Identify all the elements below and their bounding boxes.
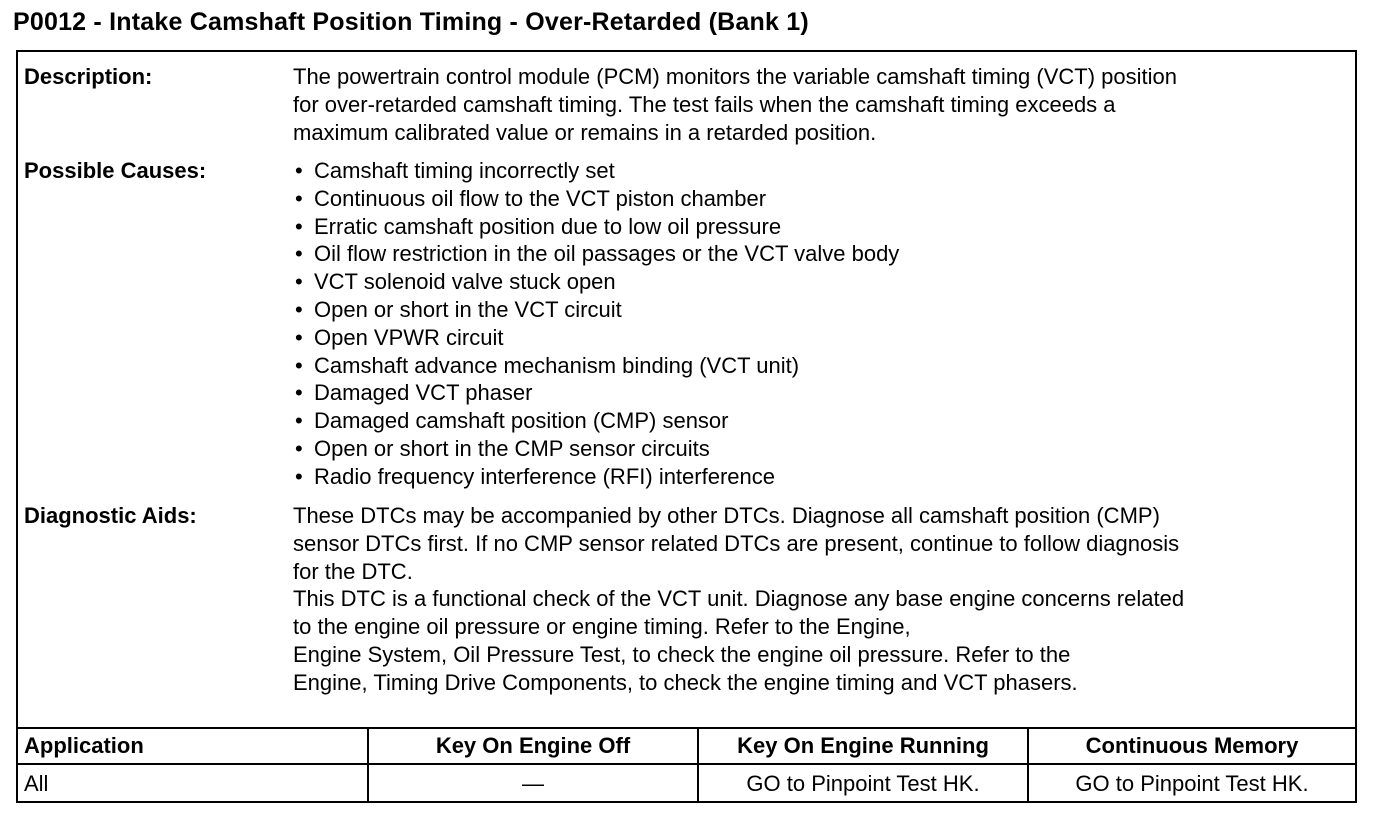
diagnostic-aids-line: to the engine oil pressure or engine timing. Refer to the Engine, <box>293 614 911 640</box>
header-application: Application <box>18 728 368 764</box>
cell-application: All <box>18 764 368 802</box>
description-label: Description: <box>24 64 153 89</box>
cause-list-item: • Continuous oil flow to the VCT piston chamber <box>293 185 899 213</box>
diagnostic-aids-text <box>293 502 1184 697</box>
cause-list-item: • Camshaft advance mechanism binding (VCT unit) <box>293 352 899 380</box>
cause-list-item: • Camshaft timing incorrectly set <box>293 157 899 185</box>
cause-list-item: • Radio frequency interference (RFI) interference <box>293 463 899 491</box>
description-text <box>293 63 1177 146</box>
diagnostic-aids-line: sensor DTCs first. If no CMP sensor related DTCs are present, continue to follow diagnosis <box>293 530 1180 556</box>
cause-list-item: • VCT solenoid valve stuck open <box>293 268 899 296</box>
possible-causes-label: Possible Causes: <box>24 158 207 183</box>
description-line: maximum calibrated value or remains in a retarded position. <box>293 119 877 145</box>
diagnostic-aids-line: for the DTC. <box>293 558 413 584</box>
page-title: P0012 - Intake Camshaft Position Timing - Over-Retarded (Bank 1) <box>13 8 809 36</box>
cell-koeo: — <box>368 764 698 802</box>
cause-list-item: • Damaged VCT phaser <box>293 379 899 407</box>
header-koer: Key On Engine Running <box>698 728 1028 764</box>
diagnostic-aids-line: Engine, Timing Drive Components, to check the engine timing and VCT phasers. <box>293 669 1078 695</box>
cause-list-item: • Open or short in the CMP sensor circuits <box>293 435 899 463</box>
cause-list-item: • Oil flow restriction in the oil passages or the VCT valve body <box>293 240 899 268</box>
cell-continuous-memory: GO to Pinpoint Test HK. <box>1028 764 1355 802</box>
dtc-details <box>18 52 1355 727</box>
dtc-info-box <box>16 50 1357 803</box>
possible-causes-content <box>293 157 899 491</box>
cause-list-item: • Erratic camshaft position due to low oil pressure <box>293 213 899 241</box>
description-line: The powertrain control module (PCM) monitors the variable camshaft timing (VCT) position <box>293 64 1177 89</box>
diagnostic-aids-label: Diagnostic Aids: <box>24 503 197 528</box>
table-row <box>18 764 1355 802</box>
diagnostic-aids-line: This DTC is a functional check of the VCT unit. Diagnose any base engine concerns related <box>293 586 1185 612</box>
application-table <box>18 727 1355 802</box>
diagnostic-aids-line: Engine System, Oil Pressure Test, to check the engine oil pressure. Refer to the <box>293 641 1071 667</box>
cause-list-item: • Damaged camshaft position (CMP) sensor <box>293 407 899 435</box>
header-continuous-memory: Continuous Memory <box>1028 728 1355 764</box>
possible-causes-list <box>293 157 899 491</box>
cause-list-item: • Open or short in the VCT circuit <box>293 296 899 324</box>
diagnostic-aids-line: These DTCs may be accompanied by other DTCs. Diagnose all camshaft position (CMP) <box>293 503 1160 528</box>
header-koeo: Key On Engine Off <box>368 728 698 764</box>
description-line: for over-retarded camshaft timing. The test fails when the camshaft timing exceeds a <box>293 91 1116 117</box>
table-header-row <box>18 728 1355 764</box>
cell-koer: GO to Pinpoint Test HK. <box>698 764 1028 802</box>
cause-list-item: • Open VPWR circuit <box>293 324 899 352</box>
